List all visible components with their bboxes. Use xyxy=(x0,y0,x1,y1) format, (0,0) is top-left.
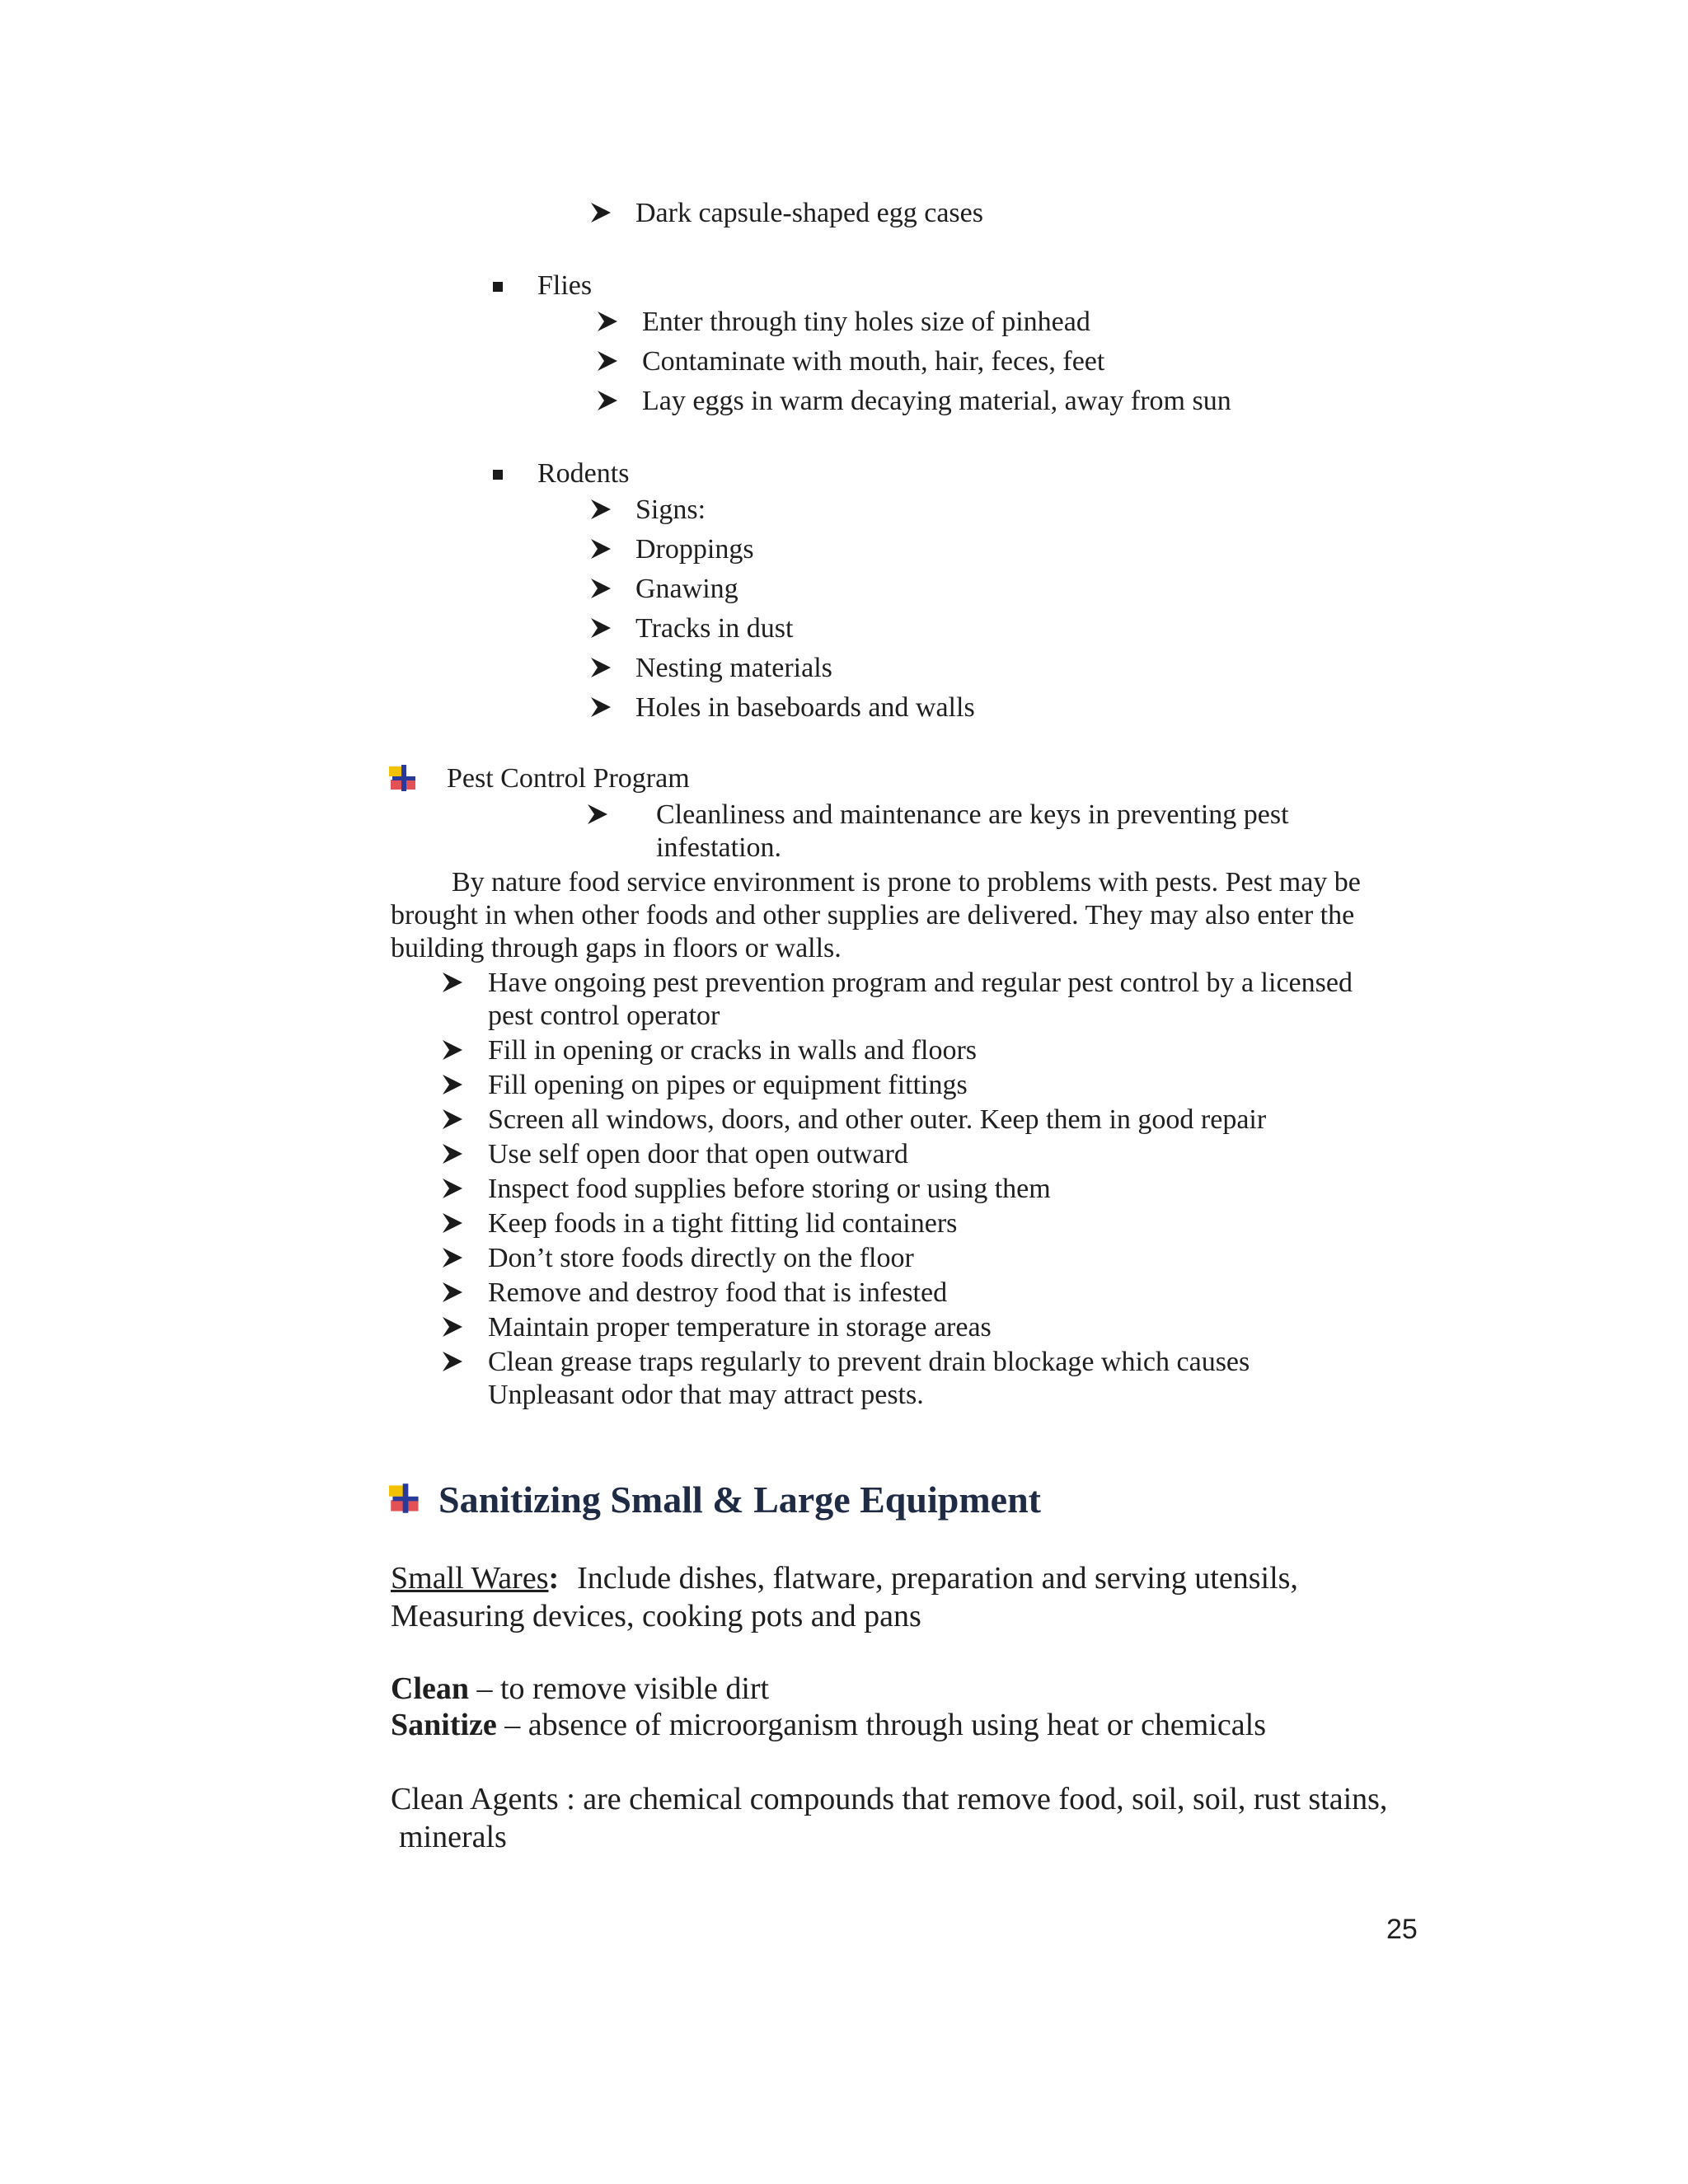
egg-cases-item: Dark capsule-shaped egg cases xyxy=(635,198,983,228)
small-wares-line xyxy=(391,1559,1298,1597)
sanitize-term: Sanitize xyxy=(391,1708,497,1742)
arrow-bullet-icon xyxy=(442,1177,463,1200)
sanitize-def: – absence of microorganism through using heat or chemicals xyxy=(496,1708,1266,1742)
arrow-bullet-icon xyxy=(597,389,618,412)
pest-list-item: Don’t store foods directly on the floor xyxy=(488,1243,914,1273)
flies-title: Flies xyxy=(537,270,593,301)
flies-item: Contaminate with mouth, hair, feces, feet xyxy=(642,346,1105,377)
pest-list-item: Maintain proper temperature in storage areas xyxy=(488,1312,992,1343)
paragraph-line: building through gaps in floors or walls. xyxy=(391,933,842,963)
rodents-item: Tracks in dust xyxy=(635,613,794,644)
arrow-bullet-icon xyxy=(590,656,612,679)
arrow-bullet-icon xyxy=(590,537,612,560)
pest-list-item: Have ongoing pest prevention program and regular pest control by a licensed xyxy=(488,968,1353,998)
page-number: 25 xyxy=(1386,1914,1418,1945)
clean-agents-line: Clean Agents : are chemical compounds that remove food, soil, soil, rust stains, xyxy=(391,1782,1388,1816)
square-bullet-icon xyxy=(493,282,503,292)
arrow-bullet-icon xyxy=(442,1350,463,1373)
pest-list-item: Keep foods in a tight fitting lid containers xyxy=(488,1208,958,1239)
cross-bullet-icon xyxy=(389,763,419,793)
arrow-bullet-icon xyxy=(590,201,612,224)
pest-list-item: Inspect food supplies before storing or using them xyxy=(488,1174,1051,1204)
clean-term: Clean xyxy=(391,1671,469,1706)
arrow-bullet-icon xyxy=(442,1108,463,1131)
rodents-title: Rodents xyxy=(537,458,630,489)
pest-list-item: Fill opening on pipes or equipment fittings xyxy=(488,1070,968,1100)
arrow-bullet-icon xyxy=(442,1281,463,1304)
arrow-bullet-icon xyxy=(442,1246,463,1269)
rodents-item: Signs: xyxy=(635,494,706,525)
clean-def: – to remove visible dirt xyxy=(469,1671,770,1706)
pest-list-item-cont: pest control operator xyxy=(488,1001,720,1031)
pest-list-item: Use self open door that open outward xyxy=(488,1139,908,1169)
clean-definition xyxy=(391,1670,769,1708)
arrow-bullet-icon xyxy=(587,803,608,826)
sanitize-definition xyxy=(391,1706,1266,1744)
cross-bullet-icon xyxy=(389,1482,422,1515)
section-heading: Sanitizing Small & Large Equipment xyxy=(438,1479,1041,1521)
arrow-bullet-icon xyxy=(590,498,612,521)
small-wares-line-2: Measuring devices, cooking pots and pans xyxy=(391,1599,921,1633)
pest-list-item: Remove and destroy food that is infested xyxy=(488,1277,948,1308)
pest-list-item: Screen all windows, doors, and other outer. Keep them in good repair xyxy=(488,1104,1267,1135)
arrow-bullet-icon xyxy=(590,616,612,640)
pest-list-item-cont: Unpleasant odor that may attract pests. xyxy=(488,1380,924,1410)
flies-item: Enter through tiny holes size of pinhead xyxy=(642,307,1090,337)
arrow-bullet-icon xyxy=(597,310,618,333)
square-bullet-icon xyxy=(493,470,503,480)
pest-control-title: Pest Control Program xyxy=(447,763,690,794)
pest-list-item: Fill in opening or cracks in walls and floors xyxy=(488,1035,978,1066)
arrow-bullet-icon xyxy=(590,696,612,719)
arrow-bullet-icon xyxy=(597,349,618,373)
small-wares-label: Small Wares xyxy=(391,1561,549,1596)
arrow-bullet-icon xyxy=(442,1212,463,1235)
rodents-item: Droppings xyxy=(635,534,754,565)
pest-list-item: Clean grease traps regularly to prevent drain blockage which causes xyxy=(488,1347,1250,1377)
paragraph-line: brought in when other foods and other supplies are delivered. They may also enter the xyxy=(391,900,1355,930)
arrow-bullet-icon xyxy=(442,971,463,994)
key-point-line: Cleanliness and maintenance are keys in preventing pest xyxy=(656,799,1289,830)
arrow-bullet-icon xyxy=(442,1073,463,1096)
small-wares-text: Include dishes, flatware, preparation and serving utensils, xyxy=(577,1561,1298,1596)
arrow-bullet-icon xyxy=(442,1142,463,1165)
small-wares-colon: : xyxy=(548,1561,560,1596)
rodents-item: Nesting materials xyxy=(635,653,832,683)
arrow-bullet-icon xyxy=(590,577,612,600)
arrow-bullet-icon xyxy=(442,1315,463,1338)
clean-agents-line-2: minerals xyxy=(399,1820,507,1854)
arrow-bullet-icon xyxy=(442,1038,463,1062)
rodents-item: Holes in baseboards and walls xyxy=(635,692,975,723)
rodents-item: Gnawing xyxy=(635,574,738,604)
key-point-line: infestation. xyxy=(656,832,782,863)
flies-item: Lay eggs in warm decaying material, away from sun xyxy=(642,386,1231,416)
paragraph-line: By nature food service environment is prone to problems with pests. Pest may be xyxy=(452,867,1361,898)
